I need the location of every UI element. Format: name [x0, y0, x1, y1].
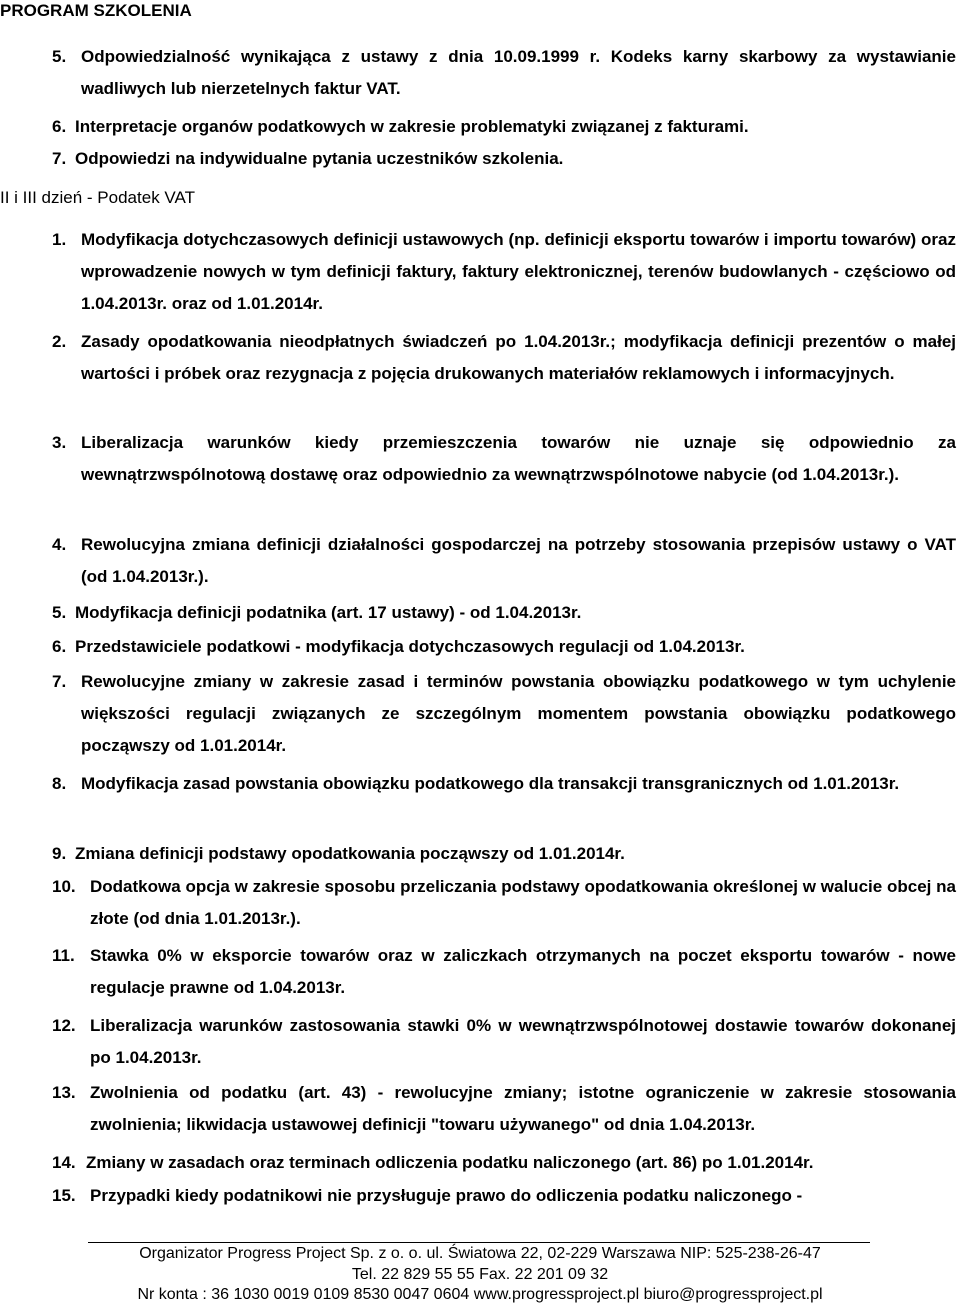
footer-account: Nr konta : 36 1030 0019 0109 8530 0047 0604 www.progressproject.pl biuro@progressproject.pl [137, 1286, 823, 1303]
item-number: 12. [52, 1016, 76, 1035]
list-item [52, 143, 956, 175]
section-heading: II i III dzień - Podatek VAT [0, 188, 195, 207]
item-text: Modyfikacja definicji podatnika (art. 17 ustawy) - od 1.04.2013r. [75, 603, 582, 622]
list-item [52, 427, 956, 491]
item-number: 11. [52, 946, 75, 965]
item-number: 9. [52, 844, 67, 863]
item-number: 6. [52, 117, 67, 136]
item-text: Zasady opodatkowania nieodpłatnych świadczeń po 1.04.2013r.; modyfikacja definicji prezentów o małej wartości i próbek oraz rezygnacja z pojęcia drukowanych materiałów reklamowych i informacyjnych. [81, 332, 956, 383]
list-item [52, 666, 956, 761]
item-number: 15. [52, 1186, 76, 1205]
list-item [52, 111, 956, 143]
item-number: 13. [52, 1083, 76, 1102]
item-text: Rewolucyjne zmiany w zakresie zasad i terminów powstania obowiązku podatkowego w tym uchylenie większości regulacji związanych ze szczególnym momentem powstania obowiązku podatkowego począwszy od 1.01.2014r. [81, 672, 956, 755]
page-title: PROGRAM SZKOLENIA [0, 1, 192, 20]
item-text: Odpowiedzialność wynikająca z ustawy z dnia 10.09.1999 r. Kodeks karny skarbowy za wystawianie wadliwych lub nierzetelnych faktur VAT. [81, 47, 956, 98]
list-item [52, 631, 956, 663]
item-text: Stawka 0% w eksporcie towarów oraz w zaliczkach otrzymanych na poczet eksportu towarów - nowe regulacje prawne od 1.04.2013r. [90, 946, 956, 997]
item-text: Przedstawiciele podatkowi - modyfikacja dotychczasowych regulacji od 1.04.2013r. [75, 637, 745, 656]
list-item [52, 224, 956, 319]
item-text: Interpretacje organów podatkowych w zakresie problematyki związanej z fakturami. [75, 117, 749, 136]
item-number: 5. [52, 603, 67, 622]
list-item [52, 1147, 956, 1179]
item-number: 5. [52, 47, 67, 66]
item-text: Przypadki kiedy podatnikowi nie przysługuje prawo do odliczenia podatku naliczonego - [90, 1186, 803, 1205]
item-number: 4. [52, 535, 67, 554]
list-item [52, 768, 956, 800]
footer-organizer: Organizator Progress Project Sp. z o. o. ul. Światowa 22, 02-229 Warszawa NIP: 525-238-26-47 [139, 1245, 821, 1262]
item-number: 1. [52, 230, 67, 249]
item-text: Modyfikacja dotychczasowych definicji ustawowych (np. definicji eksportu towarów i importu towarów) oraz wprowadzenie nowych w tym definicji faktury, faktury elektronicznej, terenów budowlanych - częściowo od 1.04.2013r. oraz od 1.01.2014r. [81, 230, 956, 313]
item-text: Liberalizacja warunków kiedy przemieszczenia towarów nie uznaje się odpowiednio za wewnątrzwspólnotową dostawę oraz odpowiednio za wewnątrzwspólnotowe nabycie (od 1.04.2013r.). [81, 433, 956, 484]
item-number: 10. [52, 877, 76, 896]
footer-phone: Tel. 22 829 55 55 Fax. 22 201 09 32 [351, 1266, 609, 1283]
item-number: 3. [52, 433, 67, 452]
item-number: 7. [52, 149, 67, 168]
item-text: Liberalizacja warunków zastosowania stawki 0% w wewnątrzwspólnotowej dostawie towarów dokonanej po 1.04.2013r. [90, 1016, 956, 1067]
list-item [52, 597, 956, 629]
item-number: 2. [52, 332, 67, 351]
item-number: 14. [52, 1153, 76, 1172]
list-item [52, 41, 956, 105]
list-item [52, 529, 956, 593]
list-item [52, 1180, 956, 1212]
item-text: Zmiana definicji podstawy opodatkowania począwszy od 1.01.2014r. [75, 844, 625, 863]
item-text: Rewolucyjna zmiana definicji działalności gospodarczej na potrzeby stosowania przepisów ustawy o VAT (od 1.04.2013r.). [81, 535, 956, 586]
list-item [52, 871, 956, 935]
item-text: Dodatkowa opcja w zakresie sposobu przeliczania podstawy opodatkowania określonej w walucie obcej na złote (od dnia 1.01.2013r.). [90, 877, 956, 928]
item-number: 6. [52, 637, 67, 656]
item-text: Zwolnienia od podatku (art. 43) - rewolucyjne zmiany; istotne ograniczenie w zakresie stosowania zwolnienia; likwidacja ustawowej definicji "towaru używanego" od dnia 1.04.2013r. [90, 1083, 956, 1134]
list-item [52, 838, 956, 870]
page-footer [0, 1238, 960, 1307]
item-text: Zmiany w zasadach oraz terminach odliczenia podatku naliczonego (art. 86) po 1.01.2014r. [86, 1153, 814, 1172]
list-item [52, 1077, 956, 1141]
item-text: Odpowiedzi na indywidualne pytania uczestników szkolenia. [75, 149, 564, 168]
item-number: 7. [52, 672, 67, 691]
footer-divider [88, 1242, 870, 1243]
item-text: Modyfikacja zasad powstania obowiązku podatkowego dla transakcji transgranicznych od 1.01.2013r. [81, 774, 900, 793]
list-item [52, 326, 956, 390]
list-item [52, 1010, 956, 1074]
list-item [52, 940, 956, 1004]
item-number: 8. [52, 774, 67, 793]
